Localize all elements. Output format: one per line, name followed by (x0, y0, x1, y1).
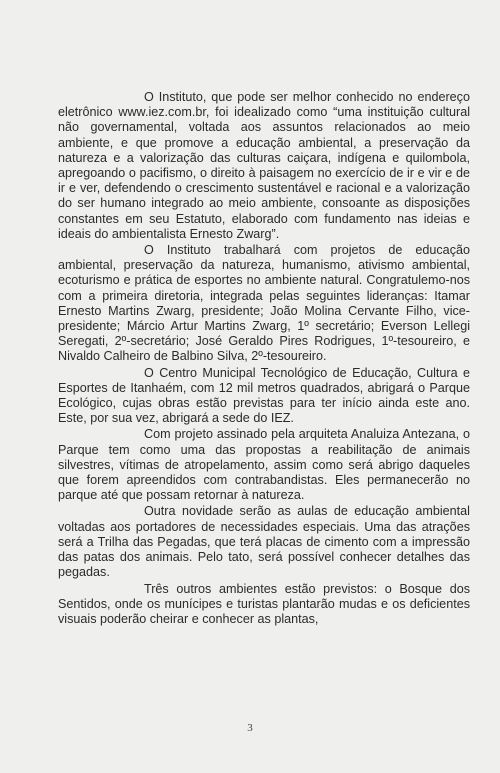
body-text (58, 90, 470, 628)
paragraph-2: O Instituto trabalhará com projetos de educação ambiental, preservação da natureza, humanismo, ativismo ambiental, ecoturismo e prática de esportes no ambiente natural. Congratulemo-nos com a primeira diretoria, integrada pelas seguintes lideranças: Itamar Ernesto Martins Zwarg, presidente; João Molina Cervante Filho, vice-presidente; Márcio Artur Martins Zwarg, 1º secretário; Everson Lellegi Seregati, 2º-secretário; José Geraldo Pires Rodrigues, 1º-tesoureiro, e Nivaldo Calheiro de Balbino Silva, 2º-tesoureiro. (58, 243, 470, 364)
page-number: 3 (247, 722, 253, 734)
paragraph-4: Com projeto assinado pela arquiteta Analuiza Antezana, o Parque tem como uma das propostas a reabilitação de animais silvestres, vítimas de atropelamento, assim como será abrigo daqueles que forem apreendidos com contrabandistas. Eles permanecerão no parque até que possam retornar à natureza. (58, 427, 470, 503)
paragraph-6: Três outros ambientes estão previstos: o Bosque dos Sentidos, onde os munícipes e turistas plantarão mudas e os deficientes visuais poderão cheirar e conhecer as plantas, (58, 581, 470, 626)
paragraph-3: O Centro Municipal Tecnológico de Educação, Cultura e Esportes de Itanhaém, com 12 mil metros quadrados, abrigará o Parque Ecológico, cujas obras estão previstas para ter início ainda este ano. Este, por sua vez, abrigará a sede do IEZ. (58, 365, 470, 426)
paragraph-5: Outra novidade serão as aulas de educação ambiental voltadas aos portadores de necessidades especiais. Uma das atrações será a Trilha das Pegadas, que terá placas de cimento com a impressão das patas dos animais. Pelo tato, será possível conhecer detalhes das pegadas. (58, 504, 470, 580)
paragraph-1: O Instituto, que pode ser melhor conhecido no endereço eletrônico www.iez.com.br, foi idealizado como “uma instituição cultural não governamental, voltada aos assuntos relacionados ao meio ambiente, e que promove a educação ambiental, a preservação da natureza e a valorização das culturas caiçara, indígena e quilombola, apregoando o pacifismo, o direito à paisagem no exercício de ir e vir e de ir e ver, defendendo o crescimento sustentável e racional e a valorização do ser humano integrado ao meio ambiente, consoante as disposições constantes em seu Estatuto, elaborado com fundamento nas ideias e ideais do ambientalista Ernesto Zwarg”. (58, 90, 470, 241)
